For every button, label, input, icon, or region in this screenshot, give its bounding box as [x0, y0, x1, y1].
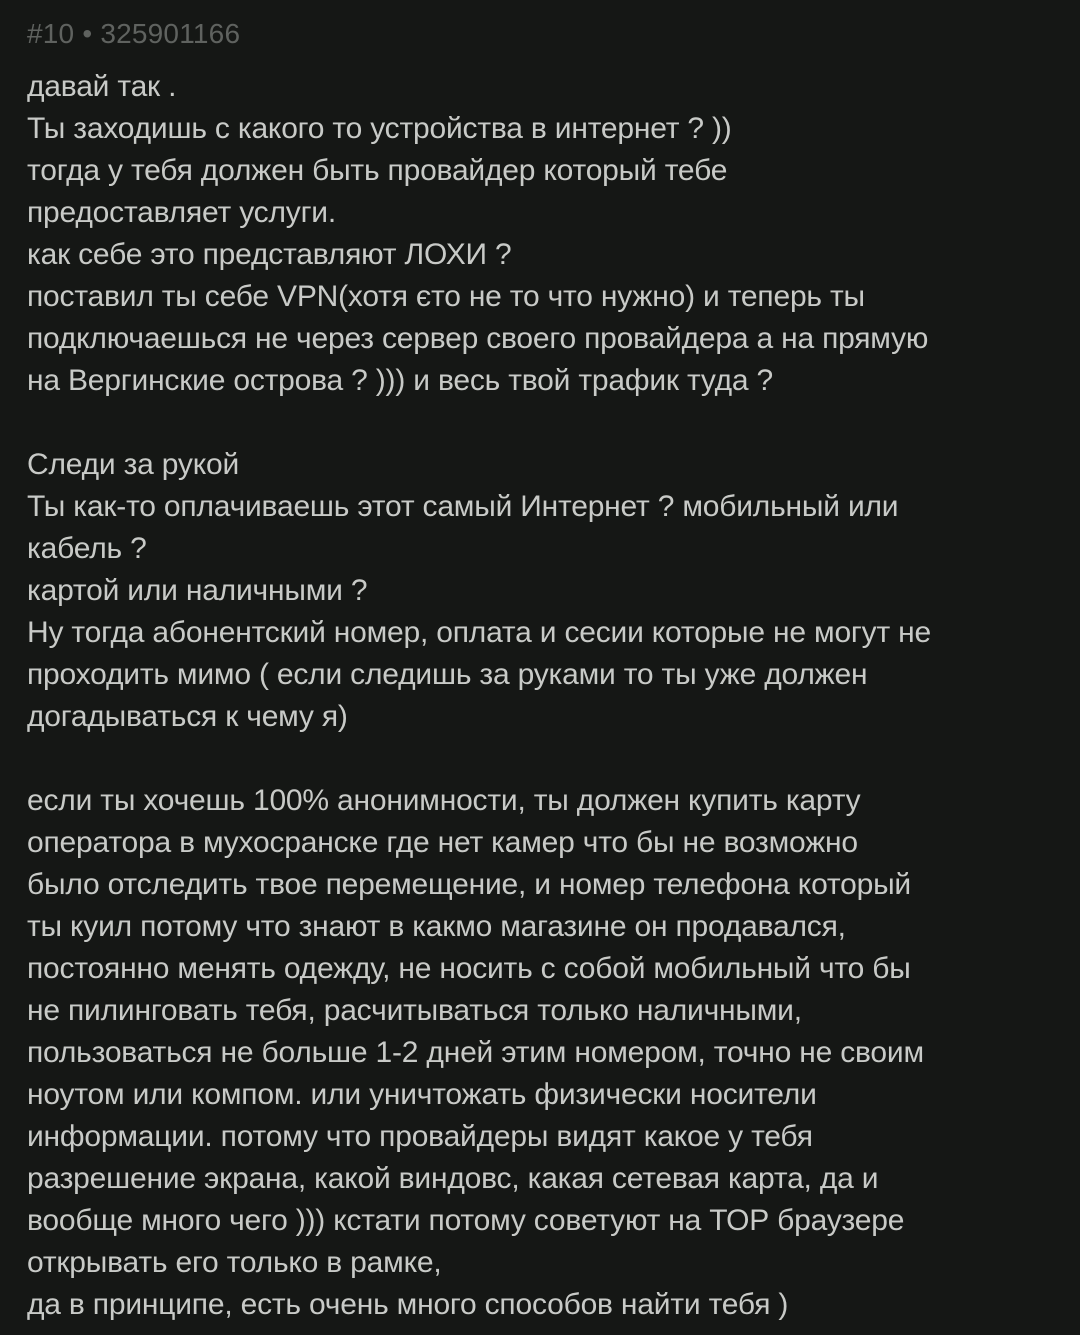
post-text-line: вообще много чего ))) кстати потому советуют на ТОР браузере [27, 1204, 905, 1237]
post-text-line: да в принципе, есть очень много способов найти тебя ) [27, 1288, 789, 1321]
post-text-line: пользоваться не больше 1-2 дней этим номером, точно не своим [27, 1036, 924, 1069]
post-text-line: Ну тогда абонентский номер, оплата и сесии которые не могут не [27, 616, 931, 649]
post-number[interactable]: #10 [27, 18, 75, 49]
post-text-line: не пилинговать тебя, расчитываться только наличными, [27, 994, 802, 1027]
post-text-line: Ты заходишь с какого то устройства в интернет ? )) [27, 112, 732, 145]
post-text-line: оператора в мухосранске где нет камер что бы не возможно [27, 826, 858, 859]
blank-line [27, 402, 1067, 444]
blank-line [27, 738, 1067, 780]
post-text-line: поставил ты себе VPN(хотя єто не то что нужно) и теперь ты [27, 280, 865, 313]
post-text-line: на Вергинские острова ? ))) и весь твой трафик туда ? [27, 364, 774, 397]
post-text-line: постоянно менять одежду, не носить с собой мобильный что бы [27, 952, 911, 985]
post-text-line: кабель ? [27, 532, 147, 565]
post-text-line: давай так . [27, 70, 177, 103]
post [27, 14, 1067, 1326]
post-text-line: догадываться к чему я) [27, 700, 348, 733]
header-separator: • [82, 18, 93, 49]
post-text-line: ты куил потому что знают в какмо магазине он продавался, [27, 910, 846, 943]
post-header [27, 14, 1067, 54]
post-text-line: проходить мимо ( если следишь за руками то ты уже должен [27, 658, 868, 691]
post-text-line: предоставляет услуги. [27, 196, 336, 229]
post-text-line: Ты как-то оплачиваешь этот самый Интернет ? мобильный или [27, 490, 899, 523]
post-text-line: разрешение экрана, какой виндовс, какая сетевая карта, да и [27, 1162, 879, 1195]
post-text-line: если ты хочешь 100% анонимности, ты должен купить карту [27, 784, 861, 817]
post-text-line: Следи за рукой [27, 448, 240, 481]
post-text-line: тогда у тебя должен быть провайдер который тебе [27, 154, 728, 187]
post-text-line: открывать его только в рамке, [27, 1246, 442, 1279]
post-text-line: информации. потому что провайдеры видят какое у тебя [27, 1120, 813, 1153]
post-body [27, 66, 1067, 1326]
post-text-line: подключаешься не через сервер своего провайдера а на прямую [27, 322, 929, 355]
post-text-line: ноутом или компом. или уничтожать физически носители [27, 1078, 817, 1111]
post-text-line: было отследить твое перемещение, и номер телефона который [27, 868, 911, 901]
post-text-line: как себе это представляют ЛОХИ ? [27, 238, 512, 271]
post-id[interactable]: 325901166 [100, 18, 241, 49]
post-text-line: картой или наличными ? [27, 574, 368, 607]
